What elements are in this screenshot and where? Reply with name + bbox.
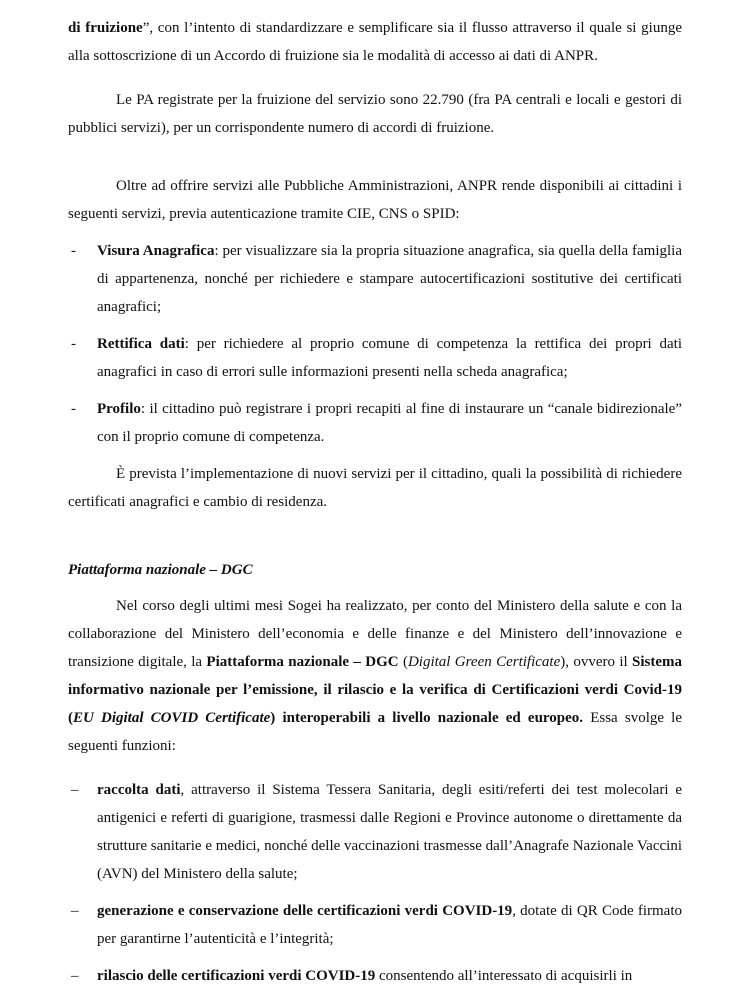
list-item-text: , dotate di QR Code firmato per garantirne l’autenticità e l’integrità; [97,903,682,947]
list-item-text: , attraverso il Sistema Tessera Sanitaria, degli esiti/referti dei test molecolari e antigenici e referti di guarigione, trasmessi dalle Regioni e Province autonome o direttamente da strutture sanitarie e medici, nonché delle vaccinazioni trasmesse dall’Anagrafe Nazionale Vaccini (AVN) del Ministero della salute; [97,782,683,882]
list-item-title: Profilo [97,401,141,417]
dgc-text-2: ( [398,654,408,670]
intro-text: ”, con l’intento di standardizzare e semplificare sia il flusso attraverso il quale si giunge alla sottoscrizione di un Accordo di fruizione sia le modalità di accesso ai dati di ANPR. [68,20,682,64]
dgc-italic-1: Digital Green Certificate [407,654,561,670]
list-item [68,962,682,990]
dgc-paragraph [68,592,682,760]
list-bullet: - [71,401,76,417]
dgc-bold-3: ) interoperabili a livello nazionale ed europeo. [270,710,584,726]
list-bullet: - [71,336,76,352]
dgc-function-list [68,776,682,990]
list-item-text: : per visualizzare sia la propria situazione anagrafica, sia quella della famiglia di appartenenza, nonché per richiedere e stampare autocertificazioni sostitutive dei certificati anagrafici; [97,243,683,315]
future-paragraph: È prevista l’implementazione di nuovi servizi per il cittadino, quali la possibilità di richiedere certificati anagrafici e cambio di residenza. [68,466,682,510]
list-bullet: – [71,782,79,798]
section-heading: Piattaforma nazionale – DGC [68,562,253,578]
list-item-title: raccolta dati [97,782,181,798]
dgc-bold-1: Piattaforma nazionale – DGC [206,654,399,670]
dgc-text-4: Essa svolge le seguenti funzioni: [68,710,682,754]
list-item [68,330,682,386]
anpr-service-list [68,237,682,451]
list-item-text: : il cittadino può registrare i propri recapiti al fine di instaurare un “canale bidirezionale” con il proprio comune di competenza. [97,401,682,445]
list-item-text: consentendo all’interessato di acquisirli in [375,968,633,984]
dgc-text-1: Nel corso degli ultimi mesi Sogei ha realizzato, per conto del Ministero della salute e con la collaborazione del Ministero dell’economia e delle finanze e del Ministero dell’innovazione e transizione digitale, la [68,598,682,670]
list-item-title: generazione e conservazione delle certificazioni verdi COVID-19 [97,903,513,919]
list-item-title: Visura Anagrafica [97,243,215,259]
list-bullet: – [71,903,79,919]
intro-paragraph [68,14,682,70]
dgc-bold-italic-1: EU Digital COVID Certificate [73,710,271,726]
list-bullet: – [71,968,79,984]
dgc-bold-2: Sistema informativo nazionale per l’emissione, il rilascio e la verifica di Certificazioni verdi Covid-19 ( [68,654,683,726]
intro-bold: di fruizione [68,20,143,36]
dgc-text-3: ), ovvero il [560,654,633,670]
list-bullet: - [71,243,76,259]
list-item-title: Rettifica dati [97,336,185,352]
list-item [68,897,682,953]
document-page [68,14,682,990]
services-paragraph: Oltre ad offrire servizi alle Pubbliche Amministrazioni, ANPR rende disponibili ai cittadini i seguenti servizi, previa autenticazione tramite CIE, CNS o SPID: [68,178,682,222]
list-item-title: rilascio delle certificazioni verdi COVID-19 [97,968,376,984]
list-item [68,395,682,451]
pa-paragraph: Le PA registrate per la fruizione del servizio sono 22.790 (fra PA centrali e locali e gestori di pubblici servizi), per un corrispondente numero di accordi di fruizione. [68,92,682,136]
list-item [68,776,682,888]
list-item [68,237,682,321]
list-item-text: : per richiedere al proprio comune di competenza la rettifica dei propri dati anagrafici in caso di errori sulle informazioni presenti nella scheda anagrafica; [97,336,682,380]
